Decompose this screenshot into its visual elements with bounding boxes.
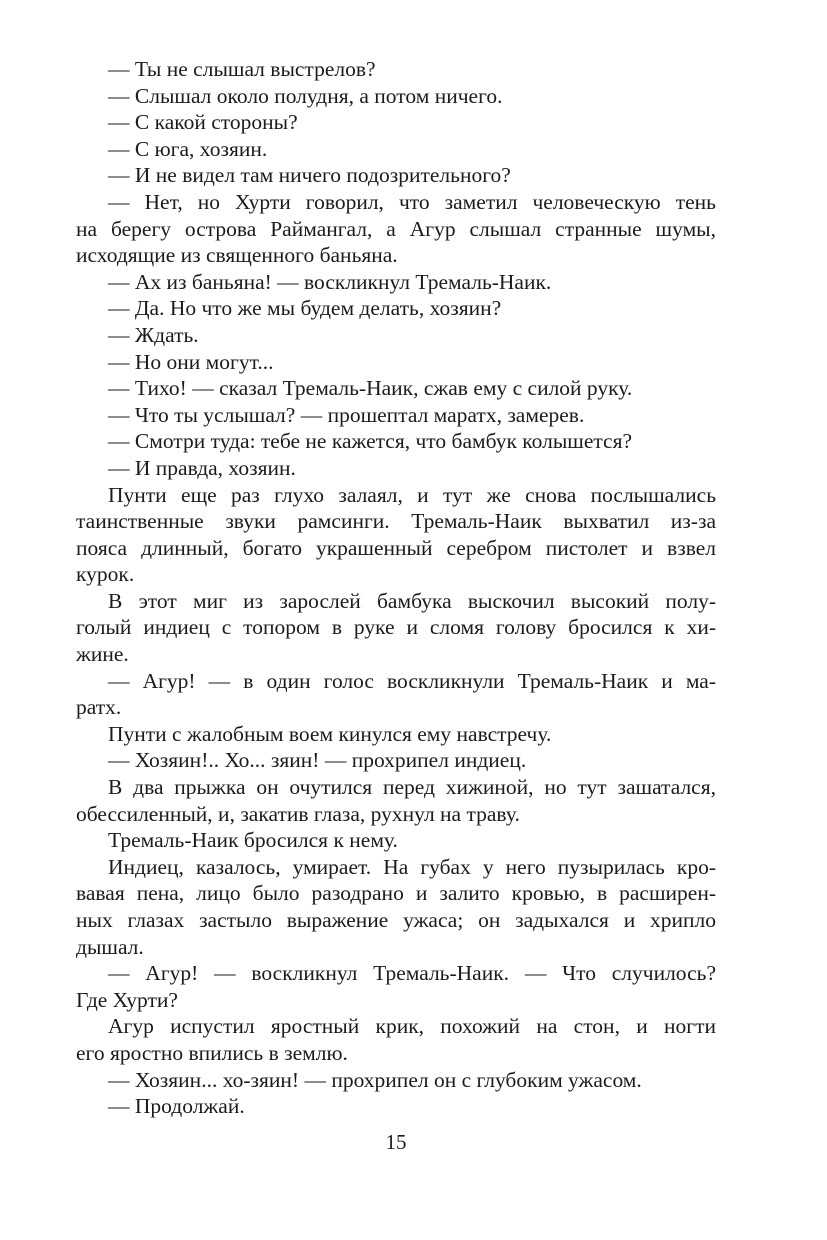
text-line: — Хозяин... хо-зяин! — прохрипел он с глубоким ужасом. [108,1067,642,1092]
text-line: — С какой стороны? [108,110,298,135]
text-line: — Агур! — в один голос воскликнули Тремаль-Наик и ма- [108,668,716,693]
text-line: Индиец, казалось, умирает. На губах у него пузырилась кро- [108,854,716,879]
text-line: В этот миг из зарослей бамбука выскочил высокий полу- [108,588,716,613]
text-line: В два прыжка он очутился перед хижиной, но тут зашатался, [108,775,716,800]
text-line: исходящие из священного баньяна. [76,243,398,268]
text-line: — Да. Но что же мы будем делать, хозяин? [108,296,502,321]
text-line: ных глазах застыло выражение ужаса; он задыхался и хрипло [76,908,716,932]
text-line: дышал. [76,934,144,959]
text-line: курок. [76,562,135,587]
text-line: — Ты не слышал выстрелов? [108,57,376,81]
text-line: — Хозяин!.. Хо... зяин! — прохрипел индиец. [108,748,527,773]
text-line: Пунти с жалобным воем кинулся ему навстречу. [108,721,552,746]
text-line: — Продолжай. [108,1094,245,1119]
text-line: его яростно впились в землю. [76,1040,348,1065]
text-line: ратх. [76,695,122,720]
text-line: вавая пена, лицо было разодрано и залито кровью, в расширен- [76,881,716,906]
text-line: — С юга, хозяин. [108,136,268,161]
text-line: — Что ты услышал? — прошептал маратх, замерев. [108,402,585,427]
text-line: — Агур! — воскликнул Тремаль-Наик. — Что случилось? [108,961,716,986]
text-line: таинственные звуки рамсинги. Тремаль-Наик выхватил из-за [76,509,716,534]
text-line: — И правда, хозяин. [108,455,296,480]
text-line: — И не видел там ничего подозрительного? [108,163,511,188]
text-line: Тремаль-Наик бросился к нему. [108,828,398,853]
text-line: — Тихо! — сказал Тремаль-Наик, сжав ему с силой руку. [108,376,633,401]
text-line: — Ах из баньяна! — воскликнул Тремаль-Наик. [108,269,552,294]
text-line: — Слышал около полудня, а потом ничего. [108,83,503,108]
text-line: — Ждать. [108,322,199,347]
text-line: голый индиец с топором в руке и сломя голову бросился к хи- [76,615,716,640]
text-line: Агур испустил яростный крик, похожий на стон, и ногти [108,1014,716,1039]
text-line: пояса длинный, богато украшенный серебром пистолет и взвел [76,535,716,560]
text-line: — Но они могут... [108,349,274,374]
text-line: на берегу острова Раймангал, а Агур слышал странные шумы, [76,216,716,241]
text-line: обессиленный, и, закатив глаза, рухнул на траву. [76,801,520,826]
text-line: — Нет, но Хурти говорил, что заметил человеческую тень [108,189,716,214]
text-line: — Смотри туда: тебе не кажется, что бамбук колышется? [108,429,633,454]
text-line: Пунти еще раз глухо залаял, и тут же снова послышались [108,482,716,507]
text-block [76,56,716,1120]
page-number: 15 [385,1130,407,1154]
text-line: Где Хурти? [76,987,178,1012]
text-line: жине. [76,642,129,667]
